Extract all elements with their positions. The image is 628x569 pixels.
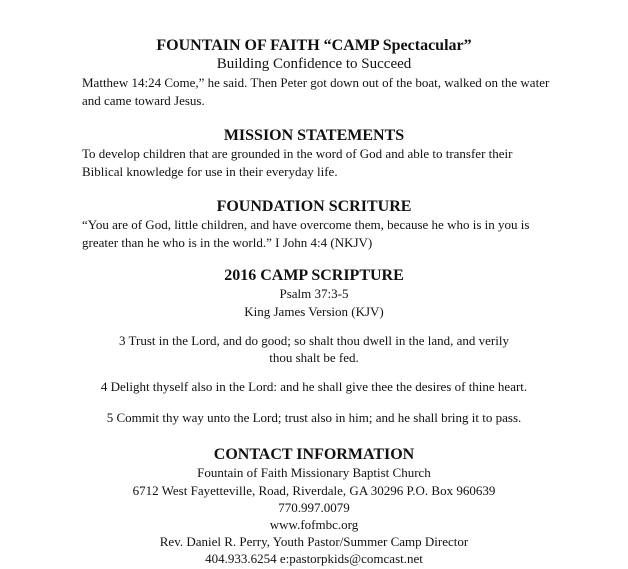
foundation-heading: FOUNDATION SCRITURE xyxy=(216,198,412,215)
scripture-reference: Psalm 37:3-5 xyxy=(279,286,349,301)
foundation-line-1: “You are of God, little children, and have overcome them, because he who is in you is xyxy=(82,217,530,232)
contact-website: www.fofmbc.org xyxy=(269,517,359,532)
page-title: FOUNTAIN OF FAITH “CAMP Spectacular” xyxy=(156,37,472,54)
contact-director: Rev. Daniel R. Perry, Youth Pastor/Summer Camp Director xyxy=(159,534,469,549)
page-subtitle: Building Confidence to Succeed xyxy=(216,56,412,72)
opening-verse-line-2: and came toward Jesus. xyxy=(82,93,205,108)
mission-line-1: To develop children that are grounded in the word of God and able to transfer their xyxy=(82,146,513,161)
opening-verse-line-1: Matthew 14:24 Come,” he said. Then Peter got down out of the boat, walked on the water xyxy=(82,75,550,90)
foundation-line-2: greater than he who is in the world.” I John 4:4 (NKJV) xyxy=(82,235,373,250)
verse-3-line-2: thou shalt be fed. xyxy=(269,350,359,365)
mission-line-2: Biblical knowledge for use in their everyday life. xyxy=(82,164,338,179)
contact-address: 6712 West Fayetteville, Road, Riverdale, GA 30296 P.O. Box 960639 xyxy=(132,483,496,498)
scripture-version: King James Version (KJV) xyxy=(244,304,384,319)
mission-heading: MISSION STATEMENTS xyxy=(223,127,405,144)
contact-director-info: 404.933.6254 e:pastorpkids@comcast.net xyxy=(205,551,423,566)
contact-church: Fountain of Faith Missionary Baptist Church xyxy=(197,465,431,480)
camp-scripture-heading: 2016 CAMP SCRIPTURE xyxy=(224,267,404,284)
verse-5: 5 Commit thy way unto the Lord; trust also in him; and he shall bring it to pass. xyxy=(106,410,522,425)
contact-phone: 770.997.0079 xyxy=(278,500,350,515)
verse-4: 4 Delight thyself also in the Lord: and he shall give thee the desires of thine heart. xyxy=(100,379,528,394)
contact-heading: CONTACT INFORMATION xyxy=(213,446,415,463)
verse-3-line-1: 3 Trust in the Lord, and do good; so shalt thou dwell in the land, and verily xyxy=(119,333,509,348)
